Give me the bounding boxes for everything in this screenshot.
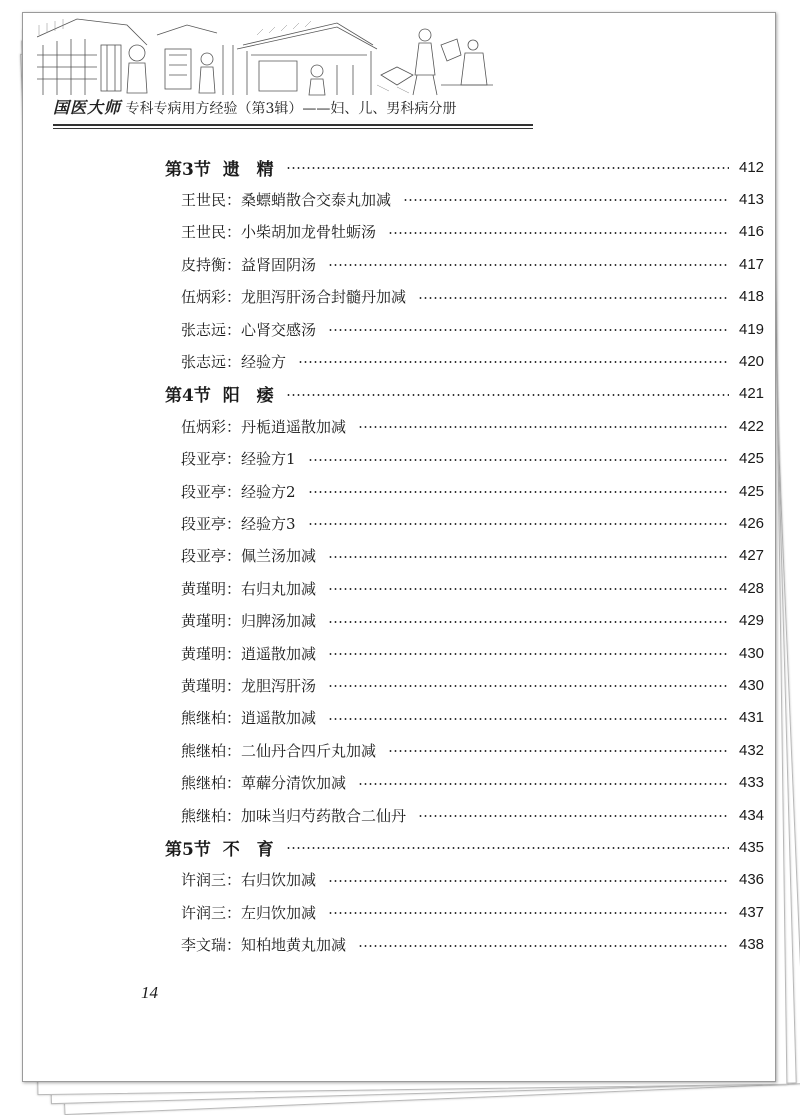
header-illustration [37, 15, 493, 97]
page-number: 14 [141, 983, 158, 1002]
section-name: 阳 痿 [222, 386, 274, 407]
entry-page-number: 428 [739, 579, 765, 597]
entry-heading: 伍炳彩：龙胆泻肝汤合封髓丹加减 [181, 288, 407, 307]
entry-heading: 段亚亭：经验方3 [181, 514, 296, 533]
entry-heading: 皮持衡：益肾固阴汤 [181, 255, 317, 274]
entry-author: 王世民 [181, 223, 227, 242]
entry-heading: 熊继柏：二仙丹合四斤丸加减 [181, 741, 377, 760]
dot-leader [358, 945, 729, 947]
entry-author: 黄瑾明 [181, 579, 227, 598]
toc-entry [23, 315, 775, 343]
entry-page-number: 436 [739, 871, 765, 889]
entry-title: 知柏地黄丸加减 [241, 936, 347, 955]
entry-heading: 许润三：左归饮加减 [181, 903, 317, 922]
entry-title: 逍遥散加减 [241, 709, 317, 728]
entry-title: 萆薢分清饮加减 [241, 774, 347, 793]
toc-entry [23, 671, 775, 699]
dot-leader [403, 199, 729, 201]
toc-entry [23, 607, 775, 635]
entry-author: 黄瑾明 [181, 612, 227, 631]
entry-author: 黄瑾明 [181, 644, 227, 663]
entry-title: 经验方2 [241, 482, 296, 501]
entry-heading: 熊继柏：逍遥散加减 [181, 709, 317, 728]
entry-author: 许润三 [181, 871, 227, 890]
entry-title: 经验方1 [241, 450, 296, 469]
entry-heading: 熊继柏：萆薢分清饮加减 [181, 774, 347, 793]
entry-author: 皮持衡 [181, 255, 227, 274]
dot-leader [388, 750, 729, 752]
toc-entry [23, 347, 775, 375]
header-rule [53, 124, 533, 126]
dot-leader [328, 329, 729, 331]
entry-page-number: 416 [739, 223, 765, 241]
dot-leader [308, 491, 729, 493]
entry-title: 佩兰汤加减 [241, 547, 317, 566]
series-brand: 国医大师 [53, 98, 122, 117]
entry-title: 丹栀逍遥散加减 [241, 417, 347, 436]
entry-page-number: 421 [739, 385, 765, 403]
entry-page-number: 419 [739, 320, 765, 338]
entry-page-number: 425 [739, 482, 765, 500]
dot-leader [328, 685, 729, 687]
dot-leader [418, 815, 729, 817]
entry-title: 龙胆泻肝汤 [241, 676, 317, 695]
section-heading [23, 381, 274, 406]
toc-entry [23, 801, 775, 829]
section-number: 第3节 [165, 159, 211, 180]
section-number: 第4节 [165, 386, 211, 407]
book-page [22, 12, 776, 1082]
entry-page-number: 412 [739, 158, 765, 176]
toc-entry [23, 250, 775, 278]
dot-leader [328, 588, 729, 590]
entry-page-number: 435 [739, 838, 765, 856]
toc-entry [23, 898, 775, 926]
toc-section [23, 153, 775, 181]
entry-page-number: 422 [739, 417, 765, 435]
entry-heading: 张志远：心肾交感汤 [181, 320, 317, 339]
toc-section [23, 833, 775, 861]
entry-author: 段亚亭 [181, 514, 227, 533]
entry-heading: 黄瑾明：逍遥散加减 [181, 644, 317, 663]
entry-author: 张志远 [181, 320, 227, 339]
section-heading [23, 155, 274, 180]
section-number: 第5节 [165, 839, 211, 860]
dot-leader [328, 880, 729, 882]
entry-heading: 段亚亭：经验方2 [181, 482, 296, 501]
toc-entry [23, 574, 775, 602]
toc-entry [23, 736, 775, 764]
dot-leader [286, 847, 729, 849]
toc-entry [23, 769, 775, 797]
entry-author: 李文瑞 [181, 936, 227, 955]
entry-page-number: 431 [739, 709, 765, 727]
toc-entry [23, 542, 775, 570]
dot-leader [328, 556, 729, 558]
dot-leader [328, 718, 729, 720]
entry-page-number: 430 [739, 644, 765, 662]
entry-page-number: 430 [739, 676, 765, 694]
entry-author: 黄瑾明 [181, 676, 227, 695]
entry-author: 熊继柏 [181, 806, 227, 825]
entry-title: 右归丸加减 [241, 579, 317, 598]
dot-leader [358, 426, 729, 428]
entry-page-number: 425 [739, 450, 765, 468]
entry-heading: 黄瑾明：龙胆泻肝汤 [181, 676, 317, 695]
entry-title: 左归饮加减 [241, 903, 317, 922]
entry-page-number: 417 [739, 255, 765, 273]
entry-heading: 段亚亭：经验方1 [181, 450, 296, 469]
dot-leader [308, 459, 729, 461]
section-heading [23, 835, 274, 860]
entry-page-number: 437 [739, 903, 765, 921]
dot-leader [286, 394, 729, 396]
entry-author: 伍炳彩 [181, 288, 227, 307]
toc-entry [23, 704, 775, 732]
toc-entry [23, 639, 775, 667]
toc-entry [23, 509, 775, 537]
entry-title: 小柴胡加龙骨牡蛎汤 [241, 223, 377, 242]
dot-leader [328, 264, 729, 266]
entry-heading: 王世民：桑螵蛸散合交泰丸加减 [181, 190, 392, 209]
entry-page-number: 427 [739, 547, 765, 565]
dot-leader [358, 783, 729, 785]
toc-entry [23, 477, 775, 505]
toc-entry [23, 931, 775, 959]
entry-author: 熊继柏 [181, 774, 227, 793]
entry-page-number: 413 [739, 190, 765, 208]
toc-entry [23, 412, 775, 440]
running-header [53, 95, 456, 121]
entry-title: 右归饮加减 [241, 871, 317, 890]
dot-leader [308, 523, 729, 525]
entry-heading: 黄瑾明：右归丸加减 [181, 579, 317, 598]
entry-title: 桑螵蛸散合交泰丸加减 [241, 190, 392, 209]
header-rule [53, 128, 533, 129]
entry-page-number: 420 [739, 352, 765, 370]
entry-page-number: 429 [739, 612, 765, 630]
toc-entry [23, 866, 775, 894]
entry-heading: 段亚亭：佩兰汤加减 [181, 547, 317, 566]
entry-author: 许润三 [181, 903, 227, 922]
toc-entry [23, 218, 775, 246]
entry-author: 张志远 [181, 352, 227, 371]
entry-author: 段亚亭 [181, 450, 227, 469]
entry-title: 逍遥散加减 [241, 644, 317, 663]
entry-title: 龙胆泻肝汤合封髓丹加减 [241, 288, 407, 307]
entry-heading: 王世民：小柴胡加龙骨牡蛎汤 [181, 223, 377, 242]
section-name: 不 育 [222, 839, 274, 860]
entry-author: 王世民 [181, 190, 227, 209]
entry-title: 心肾交感汤 [241, 320, 317, 339]
entry-heading: 许润三：右归饮加减 [181, 871, 317, 890]
entry-author: 段亚亭 [181, 547, 227, 566]
entry-title: 加味当归芍药散合二仙丹 [241, 806, 407, 825]
entry-title: 益肾固阴汤 [241, 255, 317, 274]
entry-page-number: 418 [739, 288, 765, 306]
entry-author: 熊继柏 [181, 741, 227, 760]
dot-leader [418, 297, 729, 299]
toc-section [23, 380, 775, 408]
entry-title: 经验方3 [241, 514, 296, 533]
dot-leader [388, 232, 729, 234]
entry-heading: 伍炳彩：丹栀逍遥散加减 [181, 417, 347, 436]
entry-heading: 黄瑾明：归脾汤加减 [181, 612, 317, 631]
toc-entry [23, 283, 775, 311]
entry-author: 熊继柏 [181, 709, 227, 728]
entry-author: 段亚亭 [181, 482, 227, 501]
section-name: 遗 精 [222, 159, 274, 180]
toc-entry [23, 445, 775, 473]
entry-page-number: 433 [739, 774, 765, 792]
entry-page-number: 434 [739, 806, 765, 824]
entry-heading: 熊继柏：加味当归芍药散合二仙丹 [181, 806, 407, 825]
entry-page-number: 432 [739, 741, 765, 759]
dot-leader [298, 361, 729, 363]
dot-leader [328, 621, 729, 623]
entry-page-number: 426 [739, 514, 765, 532]
entry-heading: 张志远：经验方 [181, 352, 287, 371]
dot-leader [328, 912, 729, 914]
entry-title: 二仙丹合四斤丸加减 [241, 741, 377, 760]
dot-leader [328, 653, 729, 655]
entry-title: 归脾汤加减 [241, 612, 317, 631]
entry-title: 经验方 [241, 352, 287, 371]
toc-entry [23, 185, 775, 213]
book-title: 专科专病用方经验（第3辑）——妇、儿、男科病分册 [125, 101, 457, 117]
entry-heading: 李文瑞：知柏地黄丸加减 [181, 936, 347, 955]
entry-author: 伍炳彩 [181, 417, 227, 436]
entry-page-number: 438 [739, 936, 765, 954]
dot-leader [286, 167, 729, 169]
